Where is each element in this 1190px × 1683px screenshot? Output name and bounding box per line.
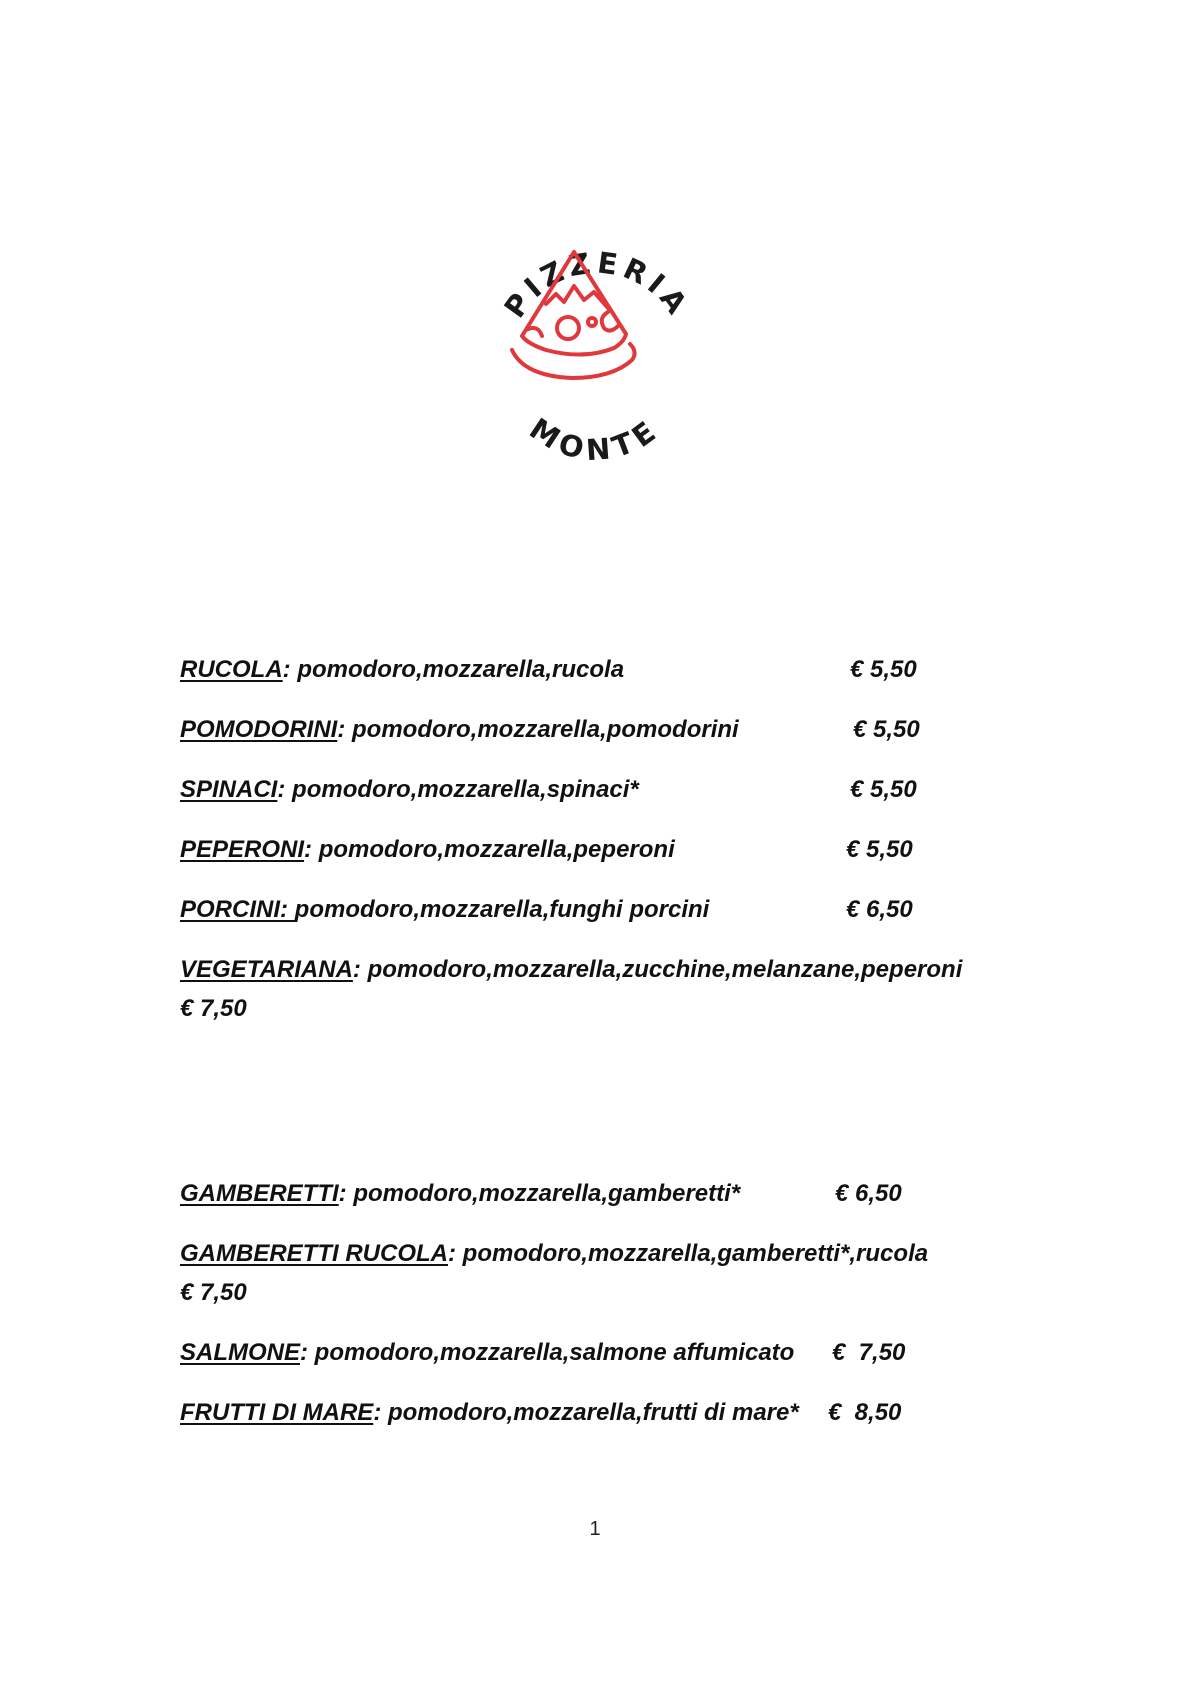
- item-ingredients: pomodoro,mozzarella,funghi porcini: [294, 896, 710, 923]
- item-separator: :: [338, 1180, 354, 1207]
- menu-item-rucola: [180, 650, 1000, 689]
- item-ingredients: pomodoro,mozzarella,gamberetti*: [353, 1180, 741, 1207]
- item-separator: :: [373, 1399, 388, 1426]
- item-price: € 6,50: [835, 1180, 902, 1207]
- item-ingredients: pomodoro,mozzarella,salmone affumicato: [314, 1339, 795, 1366]
- menu-item-frutti-di-mare: [180, 1393, 1000, 1432]
- pizza-slice-icon: [490, 226, 700, 490]
- item-separator: :: [447, 1240, 463, 1267]
- item-name: PORCINI:: [180, 896, 295, 923]
- item-name: VEGETARIANA: [180, 956, 353, 983]
- item-separator: :: [277, 776, 293, 803]
- item-price: € 7,50: [832, 1339, 906, 1366]
- menu-item-salmone: [180, 1333, 1000, 1372]
- menu-item-gamberetti-rucola: [180, 1234, 1000, 1312]
- menu-item-pomodorini: [180, 710, 1000, 749]
- menu-item-peperoni: [180, 830, 1000, 869]
- menu-item-gamberetti: [180, 1174, 1000, 1213]
- item-name: GAMBERETTI RUCOLA: [180, 1240, 448, 1267]
- item-name: GAMBERETTI: [180, 1180, 339, 1207]
- item-ingredients: pomodoro,mozzarella,peperoni: [318, 836, 675, 863]
- section-spacer: [180, 1049, 1000, 1174]
- item-name: SALMONE: [180, 1339, 300, 1366]
- logo-top-text: PIZZERIA: [497, 245, 697, 324]
- pizza-menu: [180, 650, 1000, 1453]
- item-separator: :: [300, 1339, 315, 1366]
- item-price: € 5,50: [853, 716, 920, 743]
- item-price: € 7,50: [180, 1279, 247, 1306]
- item-name: POMODORINI: [180, 716, 338, 743]
- item-price: € 5,50: [850, 656, 917, 683]
- item-ingredients: pomodoro,mozzarella,spinaci*: [292, 776, 639, 803]
- item-name: PEPERONI: [180, 836, 305, 863]
- item-separator: :: [337, 716, 353, 743]
- item-separator: :: [282, 656, 298, 683]
- item-price: € 7,50: [180, 995, 247, 1022]
- pizzeria-monte-logo: [490, 226, 700, 490]
- item-ingredients: pomodoro,mozzarella,gamberetti*,rucola: [462, 1240, 929, 1267]
- item-name: FRUTTI DI MARE: [180, 1399, 374, 1426]
- item-name: RUCOLA: [180, 656, 283, 683]
- item-price: € 8,50: [828, 1399, 902, 1426]
- item-price: € 6,50: [846, 896, 913, 923]
- item-price: € 5,50: [846, 836, 913, 863]
- item-ingredients: pomodoro,mozzarella,zucchine,melanzane,peperoni: [367, 956, 963, 983]
- menu-item-vegetariana: [180, 950, 1000, 1028]
- menu-item-spinaci: [180, 770, 1000, 809]
- item-price: € 5,50: [850, 776, 917, 803]
- page-number: 1: [589, 1518, 601, 1540]
- svg-text:MONTE: [523, 411, 666, 467]
- item-separator: :: [352, 956, 368, 983]
- item-ingredients: pomodoro,mozzarella,frutti di mare*: [387, 1399, 799, 1426]
- item-separator: :: [304, 836, 319, 863]
- item-ingredients: pomodoro,mozzarella,pomodorini: [352, 716, 739, 743]
- logo-bottom-text: MONTE: [523, 411, 667, 468]
- item-name: SPINACI: [180, 776, 278, 803]
- menu-item-porcini: [180, 890, 1000, 929]
- item-ingredients: pomodoro,mozzarella,rucola: [297, 656, 625, 683]
